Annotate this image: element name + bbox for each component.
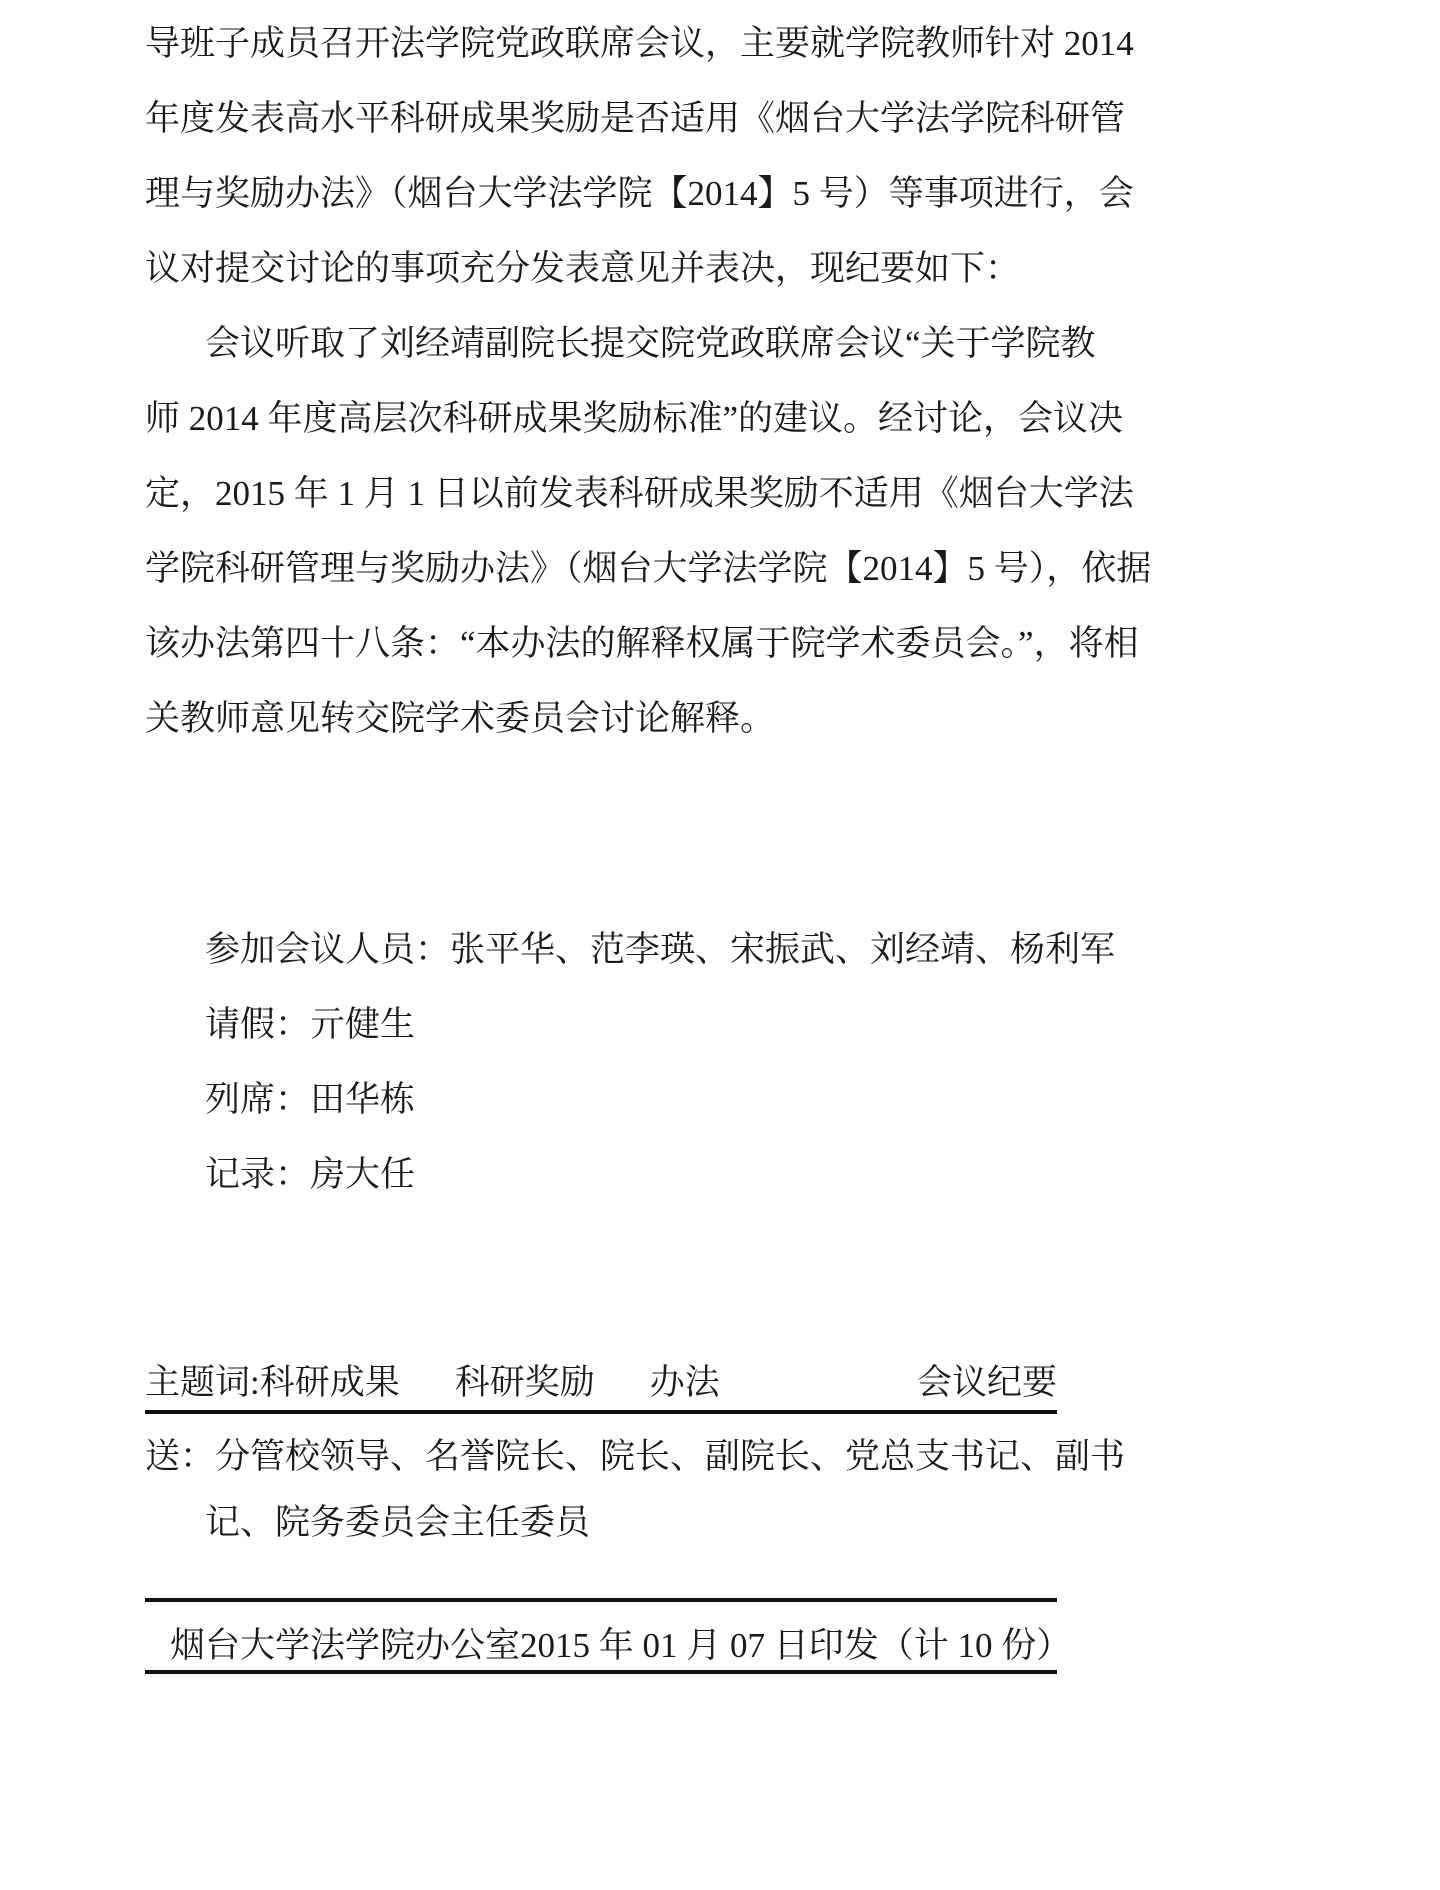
- body-text-line: 导班子成员召开法学院党政联席会议，主要就学院教师针对 2014: [145, 24, 1134, 63]
- footer-print-info: 2015 年 01 月 07 日印发（计 10 份）: [520, 1626, 1072, 1665]
- body-text-line: 该办法第四十八条：“本办法的解释权属于院学术委员会。”，将相: [145, 624, 1139, 663]
- attendance-observer: 列席：田华栋: [205, 1080, 416, 1119]
- body-text-line: 年度发表高水平科研成果奖励是否适用《烟台大学法学院科研管: [145, 99, 1126, 138]
- keyword-term: 科研成果: [259, 1363, 400, 1402]
- attendance-leave: 请假：亓健生: [205, 1005, 416, 1044]
- separator-rule: [145, 1598, 1057, 1602]
- keywords-row: [145, 1362, 1057, 1414]
- body-text-block: [145, 6, 1152, 756]
- body-text-line: 学院科研管理与奖励办法》（烟台大学法学院【2014】5 号），依据: [145, 549, 1152, 588]
- body-text-line: 定，2015 年 1 月 1 日以前发表科研成果奖励不适用《烟台大学法: [145, 474, 1134, 513]
- body-text-line: 师 2014 年度高层次科研成果奖励标准”的建议。经讨论，会议决: [145, 399, 1124, 438]
- attendance-participants: 参加会议人员：张平华、范李瑛、宋振武、刘经靖、杨利军: [205, 930, 1116, 969]
- footer-row: [145, 1624, 1072, 1674]
- keyword-term: 办法: [649, 1363, 720, 1402]
- body-text-line: 议对提交讨论的事项充分发表意见并表决，现纪要如下：: [145, 249, 1021, 288]
- footer-office: 烟台大学法学院办公室: [170, 1626, 521, 1665]
- body-text-line: 理与奖励办法》（烟台大学法学院【2014】5 号）等事项进行，会: [145, 174, 1134, 213]
- distribution-line: 送：分管校领导、名誉院长、院长、副院长、党总支书记、副书: [145, 1437, 1126, 1476]
- attendance-block: [205, 912, 1116, 1212]
- body-text-line: 关教师意见转交院学术委员会讨论解释。: [145, 699, 776, 738]
- distribution-line: 记、院务委员会主任委员: [205, 1503, 591, 1542]
- attendance-recorder: 记录：房大任: [205, 1155, 416, 1194]
- body-text-line: 会议听取了刘经靖副院长提交院党政联席会议“关于学院教: [205, 324, 1096, 363]
- keyword-term: 科研奖励: [454, 1363, 595, 1402]
- keywords-label: 主题词:: [145, 1363, 260, 1402]
- doc-type-label: 会议纪要: [916, 1363, 1057, 1402]
